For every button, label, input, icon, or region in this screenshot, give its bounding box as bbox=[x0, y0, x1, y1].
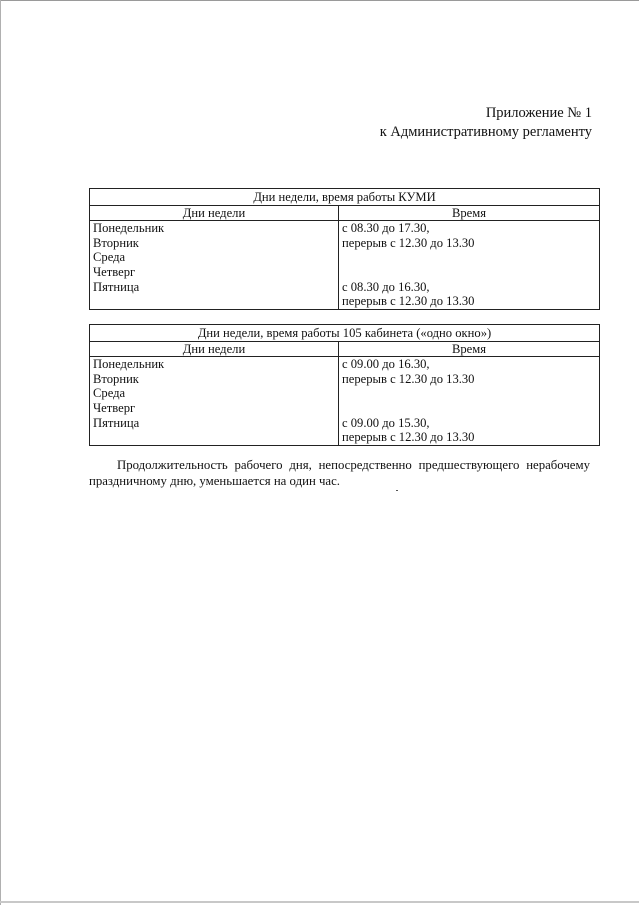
blank-line bbox=[342, 250, 596, 265]
day-friday: Пятница bbox=[93, 279, 140, 294]
time-cell bbox=[339, 221, 600, 310]
blank-line bbox=[342, 386, 596, 401]
days-cell bbox=[90, 357, 339, 446]
column-header-time: Время bbox=[339, 341, 600, 357]
scan-edge-left bbox=[0, 0, 1, 905]
days-cell bbox=[90, 221, 339, 310]
scan-speck bbox=[396, 490, 398, 491]
table-caption: Дни недели, время работы 105 кабинета («одно окно») bbox=[90, 325, 600, 342]
day-thursday: Четверг bbox=[93, 400, 136, 415]
column-header-days: Дни недели bbox=[90, 205, 339, 221]
time-line: перерыв с 12.30 до 13.30 bbox=[342, 235, 475, 250]
day-tuesday: Вторник bbox=[93, 371, 139, 386]
appendix-reference: к Административному регламенту bbox=[379, 124, 592, 140]
blank-line bbox=[342, 265, 596, 280]
time-cell bbox=[339, 357, 600, 446]
column-header-days: Дни недели bbox=[90, 341, 339, 357]
scan-edge-top bbox=[0, 0, 639, 1]
appendix-number: Приложение № 1 bbox=[485, 105, 592, 121]
time-line: с 08.30 до 16.30, bbox=[342, 279, 430, 294]
schedule-table-room-105 bbox=[89, 324, 600, 446]
day-tuesday: Вторник bbox=[93, 235, 139, 250]
column-header-time: Время bbox=[339, 205, 600, 221]
day-wednesday: Среда bbox=[93, 250, 126, 265]
day-monday: Понедельник bbox=[93, 221, 165, 236]
working-day-note: Продолжительность рабочего дня, непосредственно предшествующего нерабочему праздничному дню, уменьшается на один час. bbox=[89, 457, 590, 489]
day-monday: Понедельник bbox=[93, 357, 165, 372]
time-line: с 09.00 до 16.30, bbox=[342, 357, 430, 372]
time-line: с 09.00 до 15.30, bbox=[342, 415, 430, 430]
schedule-table-kumi bbox=[89, 188, 600, 310]
scan-edge-bottom bbox=[0, 901, 639, 903]
time-line: с 08.30 до 17.30, bbox=[342, 221, 430, 236]
appendix-heading bbox=[380, 104, 592, 142]
day-thursday: Четверг bbox=[93, 264, 136, 279]
blank-line bbox=[93, 294, 335, 309]
blank-line bbox=[342, 401, 596, 416]
table-caption: Дни недели, время работы КУМИ bbox=[90, 189, 600, 206]
time-line: перерыв с 12.30 до 13.30 bbox=[342, 294, 475, 309]
time-line: перерыв с 12.30 до 13.30 bbox=[342, 371, 475, 386]
day-friday: Пятница bbox=[93, 415, 140, 430]
blank-line bbox=[93, 430, 335, 445]
day-wednesday: Среда bbox=[93, 386, 126, 401]
time-line: перерыв с 12.30 до 13.30 bbox=[342, 430, 475, 445]
